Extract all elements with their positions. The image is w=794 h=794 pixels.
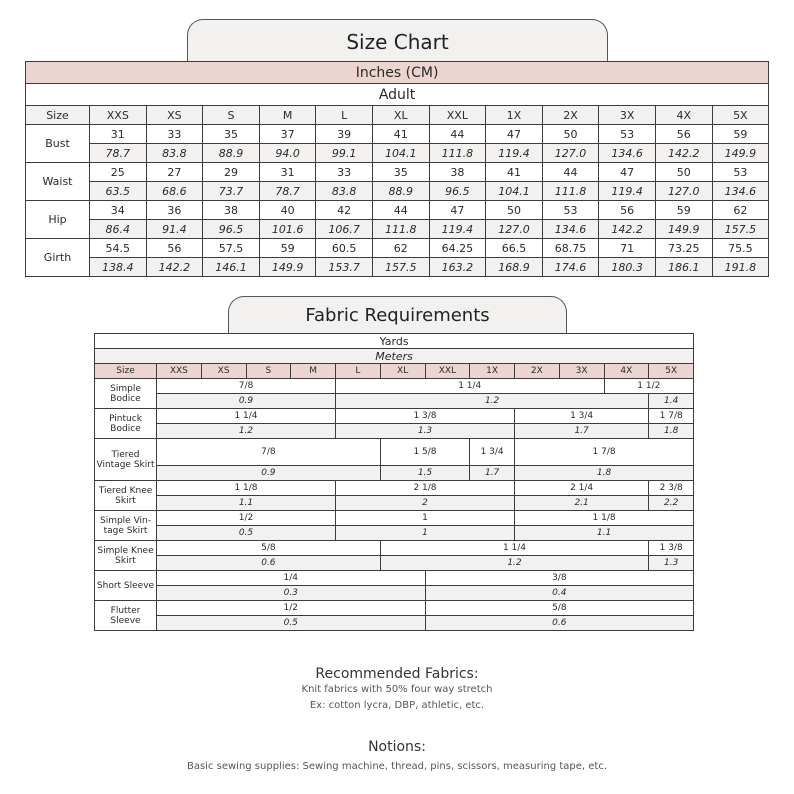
cm-cell: 142.2	[655, 144, 712, 163]
size-header-cell: XS	[146, 106, 203, 125]
cm-cell: 168.9	[486, 258, 543, 277]
cm-cell: 96.5	[429, 182, 486, 201]
meters-cell: 1.1	[515, 526, 694, 541]
inches-cell: 66.5	[486, 239, 543, 258]
inches-cell: 44	[542, 163, 599, 182]
cm-cell: 134.6	[542, 220, 599, 239]
measurement-cm-row	[26, 182, 769, 201]
inches-cell: 38	[429, 163, 486, 182]
inches-cell: 31	[259, 163, 316, 182]
inches-cell: 53	[542, 201, 599, 220]
cm-cell: 138.4	[90, 258, 147, 277]
yards-cell: 7/8	[157, 379, 336, 394]
yards-cell: 1 1/4	[380, 541, 649, 556]
fabric-requirements-table	[94, 333, 694, 631]
inches-cell: 47	[429, 201, 486, 220]
fabric-yards-row	[95, 481, 694, 496]
inches-cell: 39	[316, 125, 373, 144]
inches-cell: 47	[486, 125, 543, 144]
size-header-cell: S	[203, 106, 260, 125]
meters-cell: 2.2	[649, 496, 694, 511]
inches-cell: 33	[316, 163, 373, 182]
cm-cell: 119.4	[599, 182, 656, 201]
meters-cell: 0.4	[425, 586, 694, 601]
cm-cell: 146.1	[203, 258, 260, 277]
meters-cell: 1.5	[380, 466, 470, 481]
yards-header: Yards	[95, 334, 694, 349]
meters-cell: 0.6	[157, 556, 381, 571]
meters-header-row	[95, 349, 694, 364]
yards-cell: 1 7/8	[515, 439, 694, 466]
size-header-cell: 2X	[542, 106, 599, 125]
inches-cell: 59	[655, 201, 712, 220]
meters-cell: 2.1	[515, 496, 649, 511]
inches-cell: 47	[599, 163, 656, 182]
meters-cell: 1.8	[649, 424, 694, 439]
measurement-cm-row	[26, 220, 769, 239]
meters-cell: 1.7	[515, 424, 649, 439]
fabric-meters-row	[95, 586, 694, 601]
cm-cell: 142.2	[599, 220, 656, 239]
size-header-cell: 1X	[486, 106, 543, 125]
cm-cell: 78.7	[90, 144, 147, 163]
measurement-inches-row	[26, 201, 769, 220]
cm-cell: 99.1	[316, 144, 373, 163]
size-header-cell: XXL	[429, 106, 486, 125]
cm-cell: 127.0	[486, 220, 543, 239]
size-header-cell: 4X	[655, 106, 712, 125]
cm-cell: 157.5	[372, 258, 429, 277]
fabric-yards-row	[95, 439, 694, 466]
meters-cell: 1.3	[336, 424, 515, 439]
size-header-cell: XXS	[90, 106, 147, 125]
cm-cell: 88.9	[372, 182, 429, 201]
inches-cell: 41	[372, 125, 429, 144]
size-chart-title: Size Chart	[187, 19, 608, 62]
meters-cell: 2	[336, 496, 515, 511]
meters-header: Meters	[95, 349, 694, 364]
cm-cell: 127.0	[655, 182, 712, 201]
sizes-row	[26, 106, 769, 125]
fabric-yards-row	[95, 379, 694, 394]
inches-cell: 57.5	[203, 239, 260, 258]
cm-cell: 83.8	[316, 182, 373, 201]
meters-cell: 1.1	[157, 496, 336, 511]
yards-cell: 1 3/8	[649, 541, 694, 556]
yards-cell: 7/8	[157, 439, 381, 466]
size-header-cell: M	[259, 106, 316, 125]
inches-cell: 62	[372, 239, 429, 258]
cm-cell: 104.1	[372, 144, 429, 163]
size-header-cell: XL	[372, 106, 429, 125]
measurement-cm-row	[26, 144, 769, 163]
inches-cell: 50	[655, 163, 712, 182]
yards-cell: 1 3/4	[470, 439, 515, 466]
cm-cell: 163.2	[429, 258, 486, 277]
size-header-cell: 5X	[712, 106, 769, 125]
measurement-label: Girth	[26, 239, 90, 277]
inches-cell: 73.25	[655, 239, 712, 258]
cm-cell: 73.7	[203, 182, 260, 201]
fabric-yards-row	[95, 601, 694, 616]
yards-cell: 1 1/2	[604, 379, 694, 394]
fabric-meters-row	[95, 424, 694, 439]
fabric-meters-row	[95, 394, 694, 409]
yards-cell: 2 1/8	[336, 481, 515, 496]
notions-text: Basic sewing supplies: Sewing machine, thread, pins, scissors, measuring tape, etc.	[186, 761, 608, 772]
inches-cell: 36	[146, 201, 203, 220]
yards-cell: 1 1/4	[336, 379, 605, 394]
inches-cell: 33	[146, 125, 203, 144]
cm-cell: 191.8	[712, 258, 769, 277]
fabric-size-header-cell: M	[291, 364, 336, 379]
cm-cell: 86.4	[90, 220, 147, 239]
cm-cell: 83.8	[146, 144, 203, 163]
meters-cell: 0.9	[157, 466, 381, 481]
meters-cell: 1.2	[380, 556, 649, 571]
size-header-cell: L	[316, 106, 373, 125]
fabric-size-header-cell: XS	[201, 364, 246, 379]
cm-cell: 153.7	[316, 258, 373, 277]
cm-cell: 180.3	[599, 258, 656, 277]
fabric-size-header-cell: 2X	[515, 364, 560, 379]
fabric-yards-row	[95, 571, 694, 586]
yards-cell: 1 5/8	[380, 439, 470, 466]
fabric-yards-row	[95, 409, 694, 424]
cm-cell: 111.8	[372, 220, 429, 239]
group-header-row	[26, 84, 769, 106]
inches-cell: 53	[599, 125, 656, 144]
cm-cell: 88.9	[203, 144, 260, 163]
cm-cell: 142.2	[146, 258, 203, 277]
fabric-piece-label: Tiered Vintage Skirt	[95, 439, 157, 481]
fabric-size-header-cell: 5X	[649, 364, 694, 379]
meters-cell: 1.2	[336, 394, 649, 409]
cm-cell: 134.6	[712, 182, 769, 201]
cm-cell: 63.5	[90, 182, 147, 201]
cm-cell: 186.1	[655, 258, 712, 277]
cm-cell: 134.6	[599, 144, 656, 163]
fabric-piece-label: Simple Bodice	[95, 379, 157, 409]
fabric-piece-label: Simple Vin-tage Skirt	[95, 511, 157, 541]
inches-cell: 60.5	[316, 239, 373, 258]
fabric-piece-label: Flutter Sleeve	[95, 601, 157, 631]
fabric-size-header-cell: 3X	[559, 364, 604, 379]
meters-cell: 1.4	[649, 394, 694, 409]
cm-cell: 94.0	[259, 144, 316, 163]
fabric-size-header-cell: L	[336, 364, 381, 379]
cm-cell: 101.6	[259, 220, 316, 239]
cm-cell: 149.9	[259, 258, 316, 277]
fabric-size-header-cell: 1X	[470, 364, 515, 379]
fabric-yards-row	[95, 511, 694, 526]
fabric-size-label-cell: Size	[95, 364, 157, 379]
inches-cell: 27	[146, 163, 203, 182]
fabric-size-header-cell: S	[246, 364, 291, 379]
cm-cell: 68.6	[146, 182, 203, 201]
meters-cell: 1.8	[515, 466, 694, 481]
fabric-size-header-cell: XL	[380, 364, 425, 379]
inches-cell: 31	[90, 125, 147, 144]
fabric-yards-row	[95, 541, 694, 556]
inches-cell: 25	[90, 163, 147, 182]
inches-cell: 29	[203, 163, 260, 182]
yards-cell: 5/8	[425, 601, 694, 616]
cm-cell: 78.7	[259, 182, 316, 201]
yards-cell: 1 1/8	[157, 481, 336, 496]
measurement-label: Waist	[26, 163, 90, 201]
inches-cell: 37	[259, 125, 316, 144]
yards-header-row	[95, 334, 694, 349]
measurement-label: Hip	[26, 201, 90, 239]
cm-cell: 106.7	[316, 220, 373, 239]
yards-cell: 1 3/4	[515, 409, 649, 424]
meters-cell: 0.5	[157, 616, 426, 631]
cm-cell: 149.9	[712, 144, 769, 163]
units-header-row	[26, 62, 769, 84]
yards-cell: 1/2	[157, 601, 426, 616]
fabric-meters-row	[95, 616, 694, 631]
inches-cell: 56	[146, 239, 203, 258]
inches-cell: 53	[712, 163, 769, 182]
size-header-cell: 3X	[599, 106, 656, 125]
fabric-piece-label: Tiered Knee Skirt	[95, 481, 157, 511]
notions-title: Notions:	[368, 739, 426, 755]
yards-cell: 1 1/8	[515, 511, 694, 526]
inches-cell: 34	[90, 201, 147, 220]
inches-cell: 42	[316, 201, 373, 220]
meters-cell: 0.6	[425, 616, 694, 631]
yards-cell: 2 1/4	[515, 481, 649, 496]
inches-cell: 41	[486, 163, 543, 182]
inches-cell: 35	[203, 125, 260, 144]
yards-cell: 1	[336, 511, 515, 526]
meters-cell: 0.3	[157, 586, 426, 601]
cm-cell: 149.9	[655, 220, 712, 239]
cm-cell: 127.0	[542, 144, 599, 163]
cm-cell: 96.5	[203, 220, 260, 239]
meters-cell: 1.7	[470, 466, 515, 481]
cm-cell: 111.8	[542, 182, 599, 201]
yards-cell: 1/4	[157, 571, 426, 586]
fabric-piece-label: Simple Knee Skirt	[95, 541, 157, 571]
units-header: Inches (CM)	[26, 62, 769, 84]
yards-cell: 5/8	[157, 541, 381, 556]
inches-cell: 38	[203, 201, 260, 220]
inches-cell: 56	[655, 125, 712, 144]
inches-cell: 68.75	[542, 239, 599, 258]
inches-cell: 62	[712, 201, 769, 220]
fabric-meters-row	[95, 466, 694, 481]
inches-cell: 71	[599, 239, 656, 258]
cm-cell: 174.6	[542, 258, 599, 277]
recommended-fabrics-line-2: Ex: cotton lycra, DBP, athletic, etc.	[309, 700, 485, 711]
yards-cell: 3/8	[425, 571, 694, 586]
fabric-meters-row	[95, 556, 694, 571]
yards-cell: 2 3/8	[649, 481, 694, 496]
cm-cell: 111.8	[429, 144, 486, 163]
yards-cell: 1/2	[157, 511, 336, 526]
inches-cell: 59	[259, 239, 316, 258]
measurement-label: Bust	[26, 125, 90, 163]
fabric-sizes-row	[95, 364, 694, 379]
measurement-inches-row	[26, 239, 769, 258]
cm-cell: 91.4	[146, 220, 203, 239]
cm-cell: 104.1	[486, 182, 543, 201]
fabric-meters-row	[95, 526, 694, 541]
inches-cell: 75.5	[712, 239, 769, 258]
inches-cell: 40	[259, 201, 316, 220]
meters-cell: 0.9	[157, 394, 336, 409]
inches-cell: 50	[542, 125, 599, 144]
inches-cell: 35	[372, 163, 429, 182]
inches-cell: 50	[486, 201, 543, 220]
cm-cell: 157.5	[712, 220, 769, 239]
fabric-size-header-cell: 4X	[604, 364, 649, 379]
inches-cell: 44	[372, 201, 429, 220]
fabric-piece-label: Pintuck Bodice	[95, 409, 157, 439]
measurement-cm-row	[26, 258, 769, 277]
inches-cell: 56	[599, 201, 656, 220]
yards-cell: 1 1/4	[157, 409, 336, 424]
cm-cell: 119.4	[429, 220, 486, 239]
meters-cell: 1	[336, 526, 515, 541]
meters-cell: 0.5	[157, 526, 336, 541]
fabric-requirements-title: Fabric Requirements	[228, 296, 567, 334]
yards-cell: 1 7/8	[649, 409, 694, 424]
inches-cell: 54.5	[90, 239, 147, 258]
size-chart-table	[25, 61, 769, 277]
fabric-size-header-cell: XXL	[425, 364, 470, 379]
yards-cell: 1 3/8	[336, 409, 515, 424]
group-header: Adult	[26, 84, 769, 106]
measurement-inches-row	[26, 163, 769, 182]
inches-cell: 59	[712, 125, 769, 144]
size-label-cell: Size	[26, 106, 90, 125]
recommended-fabrics-title: Recommended Fabrics:	[315, 666, 479, 682]
inches-cell: 44	[429, 125, 486, 144]
inches-cell: 64.25	[429, 239, 486, 258]
fabric-piece-label: Short Sleeve	[95, 571, 157, 601]
fabric-size-header-cell: XXS	[157, 364, 202, 379]
measurement-inches-row	[26, 125, 769, 144]
meters-cell: 1.3	[649, 556, 694, 571]
cm-cell: 119.4	[486, 144, 543, 163]
meters-cell: 1.2	[157, 424, 336, 439]
fabric-meters-row	[95, 496, 694, 511]
recommended-fabrics-line-1: Knit fabrics with 50% four way stretch	[301, 684, 493, 695]
